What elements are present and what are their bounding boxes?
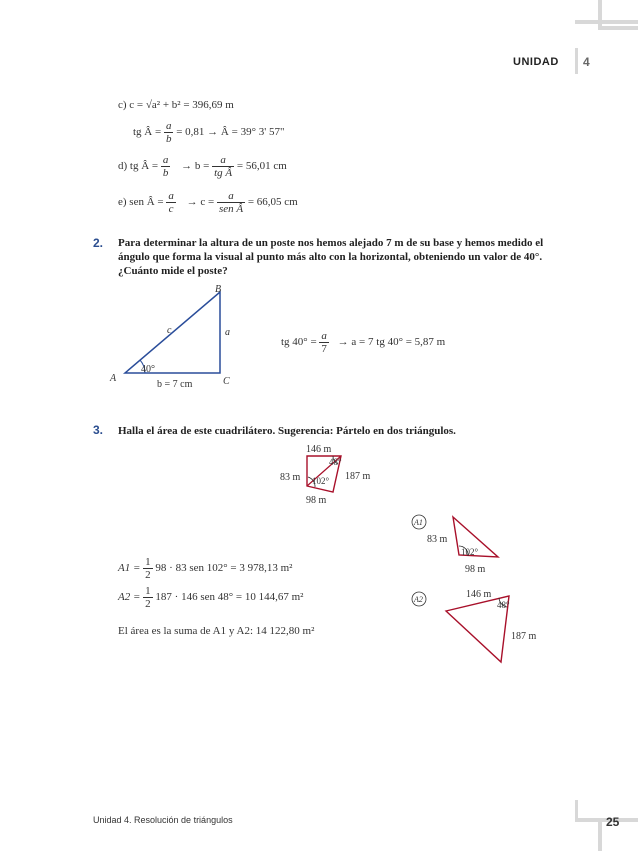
side-a: a (225, 327, 230, 338)
unit-label: UNIDAD (513, 56, 559, 68)
fraction (166, 190, 176, 215)
part-c-line2 (133, 120, 284, 145)
a1-rest: 98 · 83 sen 102° = 3 978,13 m² (155, 562, 293, 575)
triangle-a2-figure (405, 585, 545, 665)
part-d-rest: = 56,01 cm (236, 160, 287, 173)
denominator: 2 (145, 598, 151, 610)
a2-top-label: 146 m (466, 589, 492, 600)
fraction (319, 330, 329, 355)
unit-number: 4 (583, 55, 590, 69)
quad-angle-bottom: 102° (312, 476, 330, 486)
fraction (164, 120, 174, 145)
frame-top-right-h2 (598, 26, 638, 30)
quad-angle-top: 48° (329, 457, 342, 467)
part-d-line (118, 154, 287, 179)
exercise-2-text: Para determinar la altura de un poste nos hemos alejado 7 m de su base y hemos medido el ángulo que forma la visual al punto más alto con la horizontal, obteniendo un valor de 40°. ¿Cuánto mide el poste? (118, 237, 544, 277)
numerator: a (217, 190, 245, 203)
a1-base-label: 98 m (465, 564, 486, 575)
a2-prefix: A2 = (118, 591, 141, 604)
numerator: a (321, 330, 327, 342)
a2-rest: 187 · 146 sen 48° = 10 144,67 m² (155, 591, 304, 604)
a1-tag: A1 (414, 518, 423, 527)
fraction (143, 556, 153, 581)
quad-right-label: 187 m (345, 471, 371, 482)
denominator: c (168, 203, 174, 215)
formula-rest: → a = 7 tg 40° = 5,87 m (337, 336, 446, 349)
numerator: a (165, 120, 172, 132)
frame-top-right-h (575, 20, 638, 24)
numerator: a (168, 190, 174, 202)
a2-tag: A2 (414, 595, 423, 604)
exercise-2-number: 2. (93, 236, 104, 250)
frame-right-v (575, 48, 578, 74)
fraction (212, 154, 234, 179)
denominator: b (162, 167, 169, 179)
vertex-c: C (223, 376, 230, 387)
quad-left-label: 83 m (280, 472, 301, 483)
denominator: b (165, 133, 172, 145)
denominator: tg Â (214, 167, 233, 179)
vertex-a: A (110, 373, 117, 384)
vertex-b: B (215, 284, 222, 295)
fraction (143, 585, 153, 610)
part-c-prefix: tg Â = (133, 126, 162, 139)
numerator: a (212, 154, 234, 167)
numerator: 1 (145, 585, 151, 597)
area-a2-formula (118, 585, 303, 610)
formula-prefix: tg 40° = (281, 336, 317, 349)
a1-angle-label: 102° (461, 547, 479, 557)
page-number: 25 (606, 815, 620, 829)
numerator: 1 (145, 556, 151, 568)
exercise-2-formula (281, 330, 445, 355)
right-triangle-figure (105, 280, 245, 395)
side-c: c (167, 325, 172, 336)
a1-side-label: 83 m (427, 534, 448, 545)
denominator: 7 (321, 343, 327, 355)
exercise-3-number: 3. (93, 423, 104, 437)
part-e-line (118, 190, 298, 215)
base-label: b = 7 cm (157, 379, 193, 390)
triangle-abc (125, 292, 220, 373)
part-d-mid: → b = (181, 160, 210, 173)
a2-angle-label: 48° (497, 600, 510, 610)
part-e-mid: → c = (186, 196, 215, 209)
a2-side-label: 187 m (511, 631, 537, 642)
exercise-3-text: Halla el área de este cuadrilátero. Sugerencia: Pártelo en dos triángulos. (118, 425, 456, 437)
angle-label: 40° (141, 364, 155, 375)
a1-prefix: A1 = (118, 562, 141, 575)
footer-text: Unidad 4. Resolución de triángulos (93, 815, 233, 825)
part-e-prefix: e) sen Â = (118, 196, 164, 209)
frame-bottom-right-v (598, 818, 602, 851)
part-c-line1: c) c = √a² + b² = 396,69 m (118, 99, 234, 111)
area-a1-formula (118, 556, 292, 581)
quad-top-label: 146 m (306, 444, 332, 455)
quadrilateral-figure (275, 440, 385, 512)
denominator: sen Â (218, 203, 244, 215)
area-sum: El área es la suma de A1 y A2: 14 122,80 m² (118, 625, 315, 637)
part-d-prefix: d) tg Â = (118, 160, 159, 173)
quad-bottom-label: 98 m (306, 495, 327, 506)
fraction (217, 190, 245, 215)
denominator: 2 (145, 569, 151, 581)
part-c-rest: = 0,81 → Â = 39° 3' 57" (176, 126, 285, 139)
frame-bottom-right-v2 (575, 800, 578, 822)
numerator: a (162, 154, 169, 166)
triangle-a1-figure (405, 510, 535, 580)
fraction (161, 154, 171, 179)
part-e-rest: = 66,05 cm (247, 196, 298, 209)
